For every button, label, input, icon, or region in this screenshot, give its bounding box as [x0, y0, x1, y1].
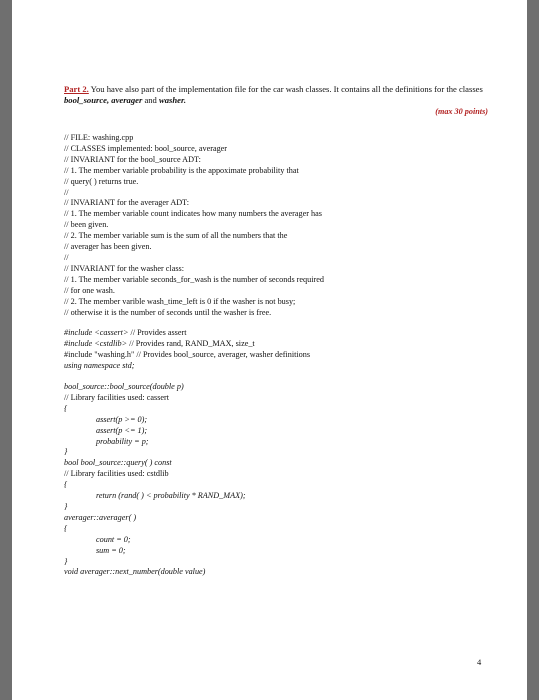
code-statement: sum = 0; [96, 545, 126, 555]
close-brace: } [64, 556, 68, 566]
include-block [64, 328, 484, 372]
comment-line: // INVARIANT for the averager ADT: [64, 198, 190, 208]
code-comment: // Library facilities used: cassert [64, 392, 170, 402]
code-comment: // Library facilities used: cstdlib [64, 469, 169, 479]
page-number: 4 [477, 657, 482, 667]
open-brace: { [64, 403, 68, 413]
comment-line: // 1. The member variable probability is the appoximate probability that [64, 165, 299, 175]
comment-line: // CLASSES implemented: bool_source, averager [64, 143, 228, 153]
include-line [64, 361, 484, 372]
comment-line: // for one wash. [64, 285, 115, 295]
comment-line: // INVARIANT for the washer class: [64, 263, 184, 273]
include-line [64, 328, 484, 339]
code-statement: probability = p; [96, 436, 149, 446]
part-heading [64, 84, 484, 106]
comment-line: // been given. [64, 220, 109, 230]
comment-line: // [64, 252, 69, 262]
heading-text-2: and [142, 95, 160, 105]
open-brace: { [64, 523, 68, 533]
comment-line: // otherwise it is the number of seconds until the washer is free. [64, 307, 272, 317]
comment-line: // 2. The member variable sum is the sum of all the numbers that the [64, 231, 288, 241]
part-label: Part 2. [64, 84, 89, 94]
comment-line: // FILE: washing.cpp [64, 133, 134, 142]
include-comment: // Provides assert [128, 328, 187, 338]
comment-line: // INVARIANT for the bool_source ADT: [64, 154, 201, 164]
open-brace: { [64, 480, 68, 490]
close-brace: } [64, 447, 68, 457]
comment-block [64, 133, 484, 318]
document-page [12, 0, 527, 700]
include-code: #include "washing.h" [64, 350, 135, 360]
next-number-signature: void averager::next_number(double value) [64, 567, 206, 577]
code-statement: assert(p >= 0); [96, 414, 148, 424]
query-signature: bool bool_source::query( ) const [64, 458, 172, 468]
heading-classes: bool_source, averager [64, 95, 143, 105]
code-statement: return (rand( ) < probability * RAND_MAX); [96, 491, 246, 501]
page-content [64, 84, 488, 578]
code-statement: assert(p <= 1); [96, 425, 148, 435]
include-code: #include <cstdlib> [64, 339, 128, 349]
comment-line: // [64, 187, 69, 197]
close-brace: } [64, 502, 68, 511]
comment-line: // 2. The member varible wash_time_left is 0 if the washer is not busy; [64, 296, 296, 306]
heading-text-1: You have also part of the implementation file for the car wash classes. It contains all the definitions for the classes [88, 84, 483, 94]
include-code: using namespace std; [64, 361, 135, 371]
averager-signature: averager::averager( ) [64, 512, 137, 522]
include-comment: // Provides bool_source, averager, washer definitions [134, 350, 311, 360]
include-line [64, 350, 484, 361]
code-body [64, 382, 484, 578]
include-comment: // Provides rand, RAND_MAX, size_t [127, 339, 255, 349]
comment-line: // 1. The member variable count indicates how many numbers the averager has [64, 209, 322, 219]
max-points: (max 30 points) [435, 107, 488, 116]
code-statement: count = 0; [96, 534, 131, 544]
include-code: #include <cassert> [64, 328, 129, 338]
heading-washer: washer. [159, 95, 187, 105]
comment-line: // 1. The member variable seconds_for_wash is the number of seconds required [64, 274, 324, 284]
comment-line: // query( ) returns true. [64, 176, 139, 186]
constructor-signature: bool_source::bool_source(double p) [64, 382, 184, 392]
include-line [64, 339, 484, 350]
comment-line: // averager has been given. [64, 242, 152, 252]
